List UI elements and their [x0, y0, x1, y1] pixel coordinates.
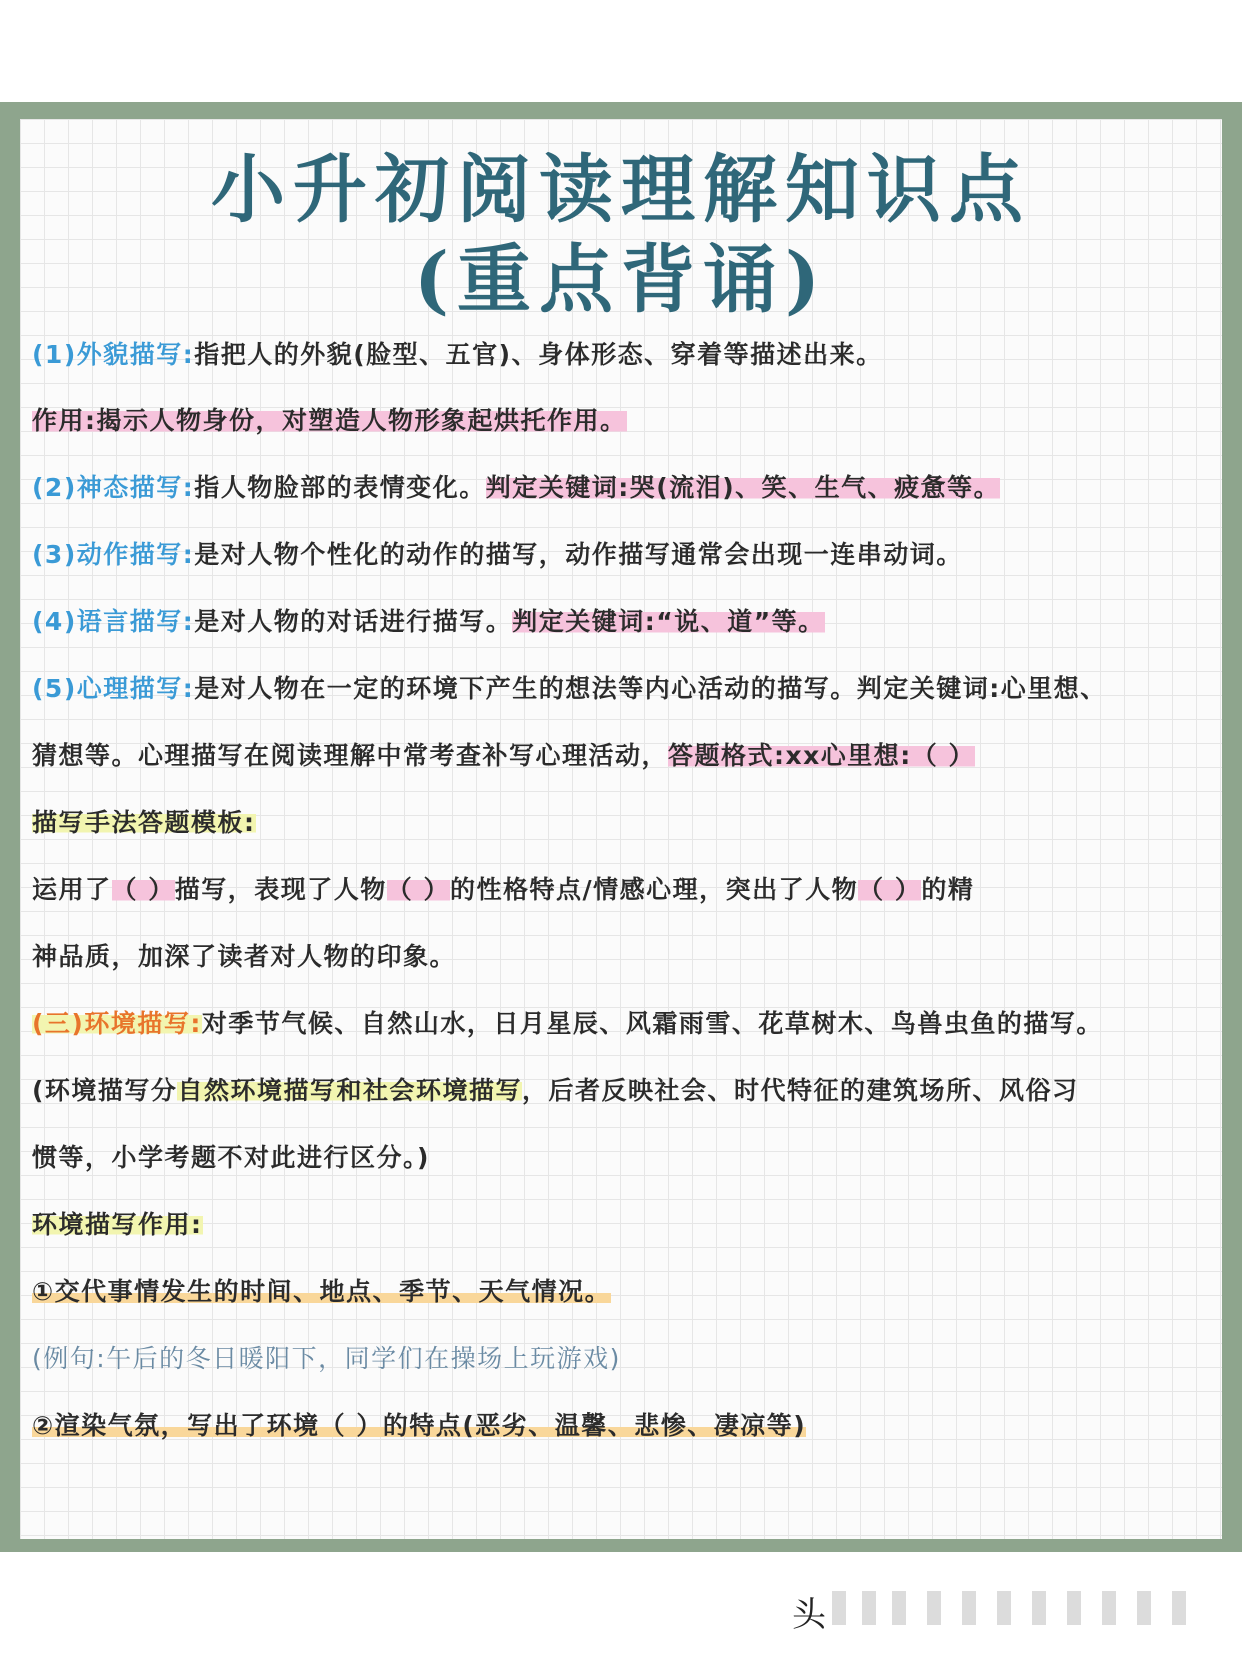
- watermark-bar: [1067, 1591, 1081, 1625]
- note-line: [32, 937, 1222, 977]
- highlight-text: 答题格式:xx心里想:（ ）: [668, 741, 975, 770]
- note-line: [32, 468, 1222, 508]
- watermark-bar: [997, 1591, 1011, 1625]
- note-text: 神品质，加深了读者对人物的印象。: [32, 942, 457, 971]
- note-line: [32, 736, 1222, 776]
- note-text: 指把人的外貌(脸型、五官)、身体形态、穿着等描述出来。: [194, 340, 883, 369]
- highlight-text: 自然环境描写和社会环境描写: [177, 1076, 522, 1105]
- note-line: [32, 602, 1222, 642]
- highlight-text: 判定关键词:“说、道”等。: [512, 607, 825, 636]
- note-text: 是对人物个性化的动作的描写，动作描写通常会出现一连串动词。: [194, 540, 963, 569]
- note-line: [32, 669, 1222, 709]
- blank-highlight: （ ）: [111, 875, 175, 904]
- note-line: [32, 535, 1222, 575]
- note-text: (环境描写分: [32, 1076, 178, 1105]
- grid-paper: [20, 119, 1222, 1539]
- note-text: 惯等，小学考题不对此进行区分。): [32, 1143, 430, 1172]
- note-text: 描写，表现了人物: [174, 875, 387, 904]
- note-line: [32, 1004, 1222, 1044]
- note-line: [32, 401, 1222, 441]
- note-line: [32, 335, 1222, 375]
- watermark-bars: [832, 1591, 1212, 1625]
- section-label: (三)环境描写:: [32, 1009, 202, 1038]
- note-text: 的精: [921, 875, 975, 904]
- blank-highlight: （ ）: [386, 875, 450, 904]
- watermark-bar: [892, 1591, 906, 1625]
- note-line: [32, 1138, 1222, 1178]
- watermark: [792, 1585, 1212, 1635]
- page-title: 小升初阅读理解知识点: [211, 147, 1031, 233]
- watermark-bar: [1172, 1591, 1186, 1625]
- section-label: (2)神态描写:: [32, 473, 195, 502]
- watermark-logo: 头: [792, 1595, 826, 1635]
- note-text: 作用:: [32, 406, 97, 435]
- note-text: 指人物脸部的表情变化。: [194, 473, 486, 502]
- section-label: (4)语言描写:: [32, 607, 195, 636]
- page-subtitle: (重点背诵): [413, 237, 829, 323]
- note-text: 运用了: [32, 875, 112, 904]
- highlight-text: [32, 406, 627, 435]
- note-line: [32, 1071, 1222, 1111]
- note-line: [32, 870, 1222, 910]
- example-sentence: (例句:午后的冬日暖阳下，同学们在操场上玩游戏): [32, 1344, 621, 1373]
- note-text: ，后者反映社会、时代特征的建筑场所、风俗习: [521, 1076, 1079, 1105]
- watermark-bar: [832, 1591, 846, 1625]
- subheading: 环境描写作用:: [32, 1210, 203, 1239]
- section-label: (1)外貌描写:: [32, 340, 195, 369]
- note-text: 的性格特点/情感心理，突出了人物: [449, 875, 859, 904]
- section-label: (5)心理描写:: [32, 674, 195, 703]
- watermark-bar: [927, 1591, 941, 1625]
- section-label: (3)动作描写:: [32, 540, 195, 569]
- note-line: [32, 1339, 1222, 1379]
- watermark-bar: [1032, 1591, 1046, 1625]
- note-text: 是对人物的对话进行描写。: [194, 607, 513, 636]
- watermark-bar: [862, 1591, 876, 1625]
- note-line: [32, 1272, 1222, 1312]
- note-line: [32, 803, 1222, 843]
- highlight-text: ①交代事情发生的时间、地点、季节、天气情况。: [32, 1277, 612, 1306]
- blank-highlight: （ ）: [858, 875, 922, 904]
- note-text: 揭示人物身份，对塑造人物形象起烘托作用。: [96, 406, 627, 435]
- watermark-bar: [962, 1591, 976, 1625]
- note-text: 对季节气候、自然山水，日月星辰、风霜雨雪、花草树木、鸟兽虫鱼的描写。: [201, 1009, 1103, 1038]
- note-line: [32, 1205, 1222, 1245]
- highlight-text: ②渲染气氛，写出了环境（ ）的特点(恶劣、温馨、悲惨、凄凉等): [32, 1411, 807, 1440]
- subheading: 描写手法答题模板:: [32, 808, 256, 837]
- highlight-text: 判定关键词:哭(流泪)、笑、生气、疲惫等。: [485, 473, 1001, 502]
- note-text: 是对人物在一定的环境下产生的想法等内心活动的描写。判定关键词:心里想、: [194, 674, 1107, 703]
- note-text: 猜想等。心理描写在阅读理解中常考查补写心理活动，: [32, 741, 669, 770]
- watermark-bar: [1102, 1591, 1116, 1625]
- note-line: [32, 1406, 1222, 1446]
- watermark-bar: [1137, 1591, 1151, 1625]
